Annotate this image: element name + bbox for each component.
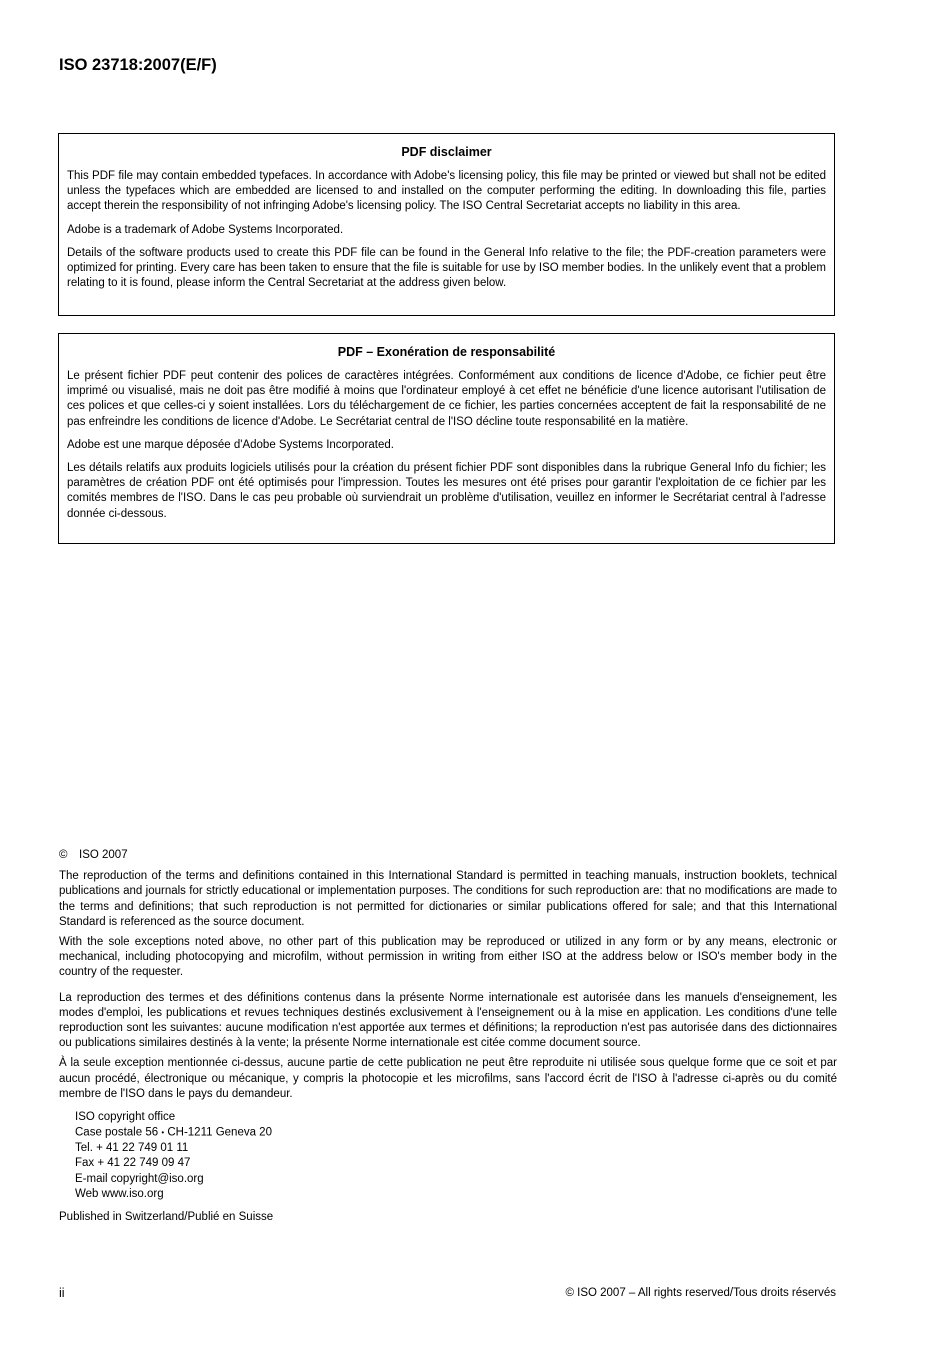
pdf-exoneration-box [58,333,835,544]
address-email: E-mail copyright@iso.org [75,1172,204,1185]
pdf-disclaimer-paragraph: Details of the software products used to create this PDF file can be found in the General Info relative to the file; the PDF-creation parameters were optimized for printing. Every care has been taken to ensure that the file is suitable for use by ISO member bodies. In the unlikely event that a problem relating to it is found, please inform the Central Secretariat at the address given below. [67,246,826,290]
pdf-disclaimer-paragraph: Adobe is a trademark of Adobe Systems Incorporated. [67,223,344,236]
copyright-paragraph: The reproduction of the terms and definitions contained in this International Standard is permitted in teaching manuals, instruction booklets, technical publications and journals for strictly educational or implementation purposes. The conditions for such reproduction are: that no modifications are made to the terms and definitions; that such reproduction is not permitted for dictionaries or similar publications offered for sale; and that this International Standard is referenced as the source document. [59,870,837,928]
pdf-exoneration-title: PDF – Exonération de responsabilité [337,345,556,359]
footer-rights: © ISO 2007 – All rights reserved/Tous droits réservés [565,1287,836,1299]
address-fax: Fax + 41 22 749 09 47 [75,1157,191,1170]
pdf-disclaimer-paragraph: This PDF file may contain embedded typefaces. In accordance with Adobe's licensing policy, this file may be printed or viewed but shall not be edited unless the typefaces which are embedded are licensed to and installed on the computer performing the editing. In downloading this file, parties accept therein the responsibility of not infringing Adobe's licensing policy. The ISO Central Secretariat accepts no liability in this area. [67,170,826,213]
copyright-paragraph: With the sole exceptions noted above, no other part of this publication may be reproduced or utilized in any form or by any means, electronic or mechanical, including photocopying and microfilm, without permission in writing from either ISO at the address below or ISO's member body in the country of the requester. [59,936,837,979]
document-id: ISO 23718:2007(E/F) [59,56,217,74]
address-office: ISO copyright office [75,1111,176,1124]
page-number: ii [59,1286,65,1300]
pdf-disclaimer-title: PDF disclaimer [401,145,492,159]
copyright-symbol: © [59,849,68,861]
address-postal: Case postale 56 • CH-1211 Geneva 20 [75,1126,272,1139]
copyright-section [59,848,837,1230]
iso-address [75,1110,837,1202]
pdf-exoneration-paragraph: Les détails relatifs aux produits logiciels utilisés pour la création du présent fichier PDF sont disponibles dans la rubrique General Info du fichier; les paramètres de création PDF ont été optimisés pour l'impression. Toutes les mesures ont été prises pour garantir l'exploitation de ce fichier par les comités membres de l'ISO. Dans le cas peu probable où surviendrait un problème d'utilisation, veuillez en informer le Secrétariat central à l'adresse donnée ci-dessous. [67,462,826,520]
address-web: Web www.iso.org [75,1187,164,1200]
published-in: Published in Switzerland/Publié en Suisse [59,1210,274,1223]
pdf-exoneration-paragraph: Adobe est une marque déposée d'Adobe Systems Incorporated. [67,438,394,451]
pdf-disclaimer-box [58,133,835,316]
address-tel: Tel. + 41 22 749 01 11 [75,1142,189,1155]
bullet-icon: • [161,1128,165,1138]
pdf-exoneration-paragraph: Le présent fichier PDF peut contenir des polices de caractères intégrées. Conformément aux conditions de licence d'Adobe, ce fichier peut être imprimé ou visualisé, mais ne doit pas être modifié à moins que l'ordinateur employé à cet effet ne bénéficie d'une licence autorisant l'utilisation de ces polices et que celles-ci y soient installées. Lors du téléchargement de ce fichier, les parties concernées acceptent de fait la responsabilité de ne pas enfreindre les conditions de licence d'Adobe. Le Secrétariat central de l'ISO décline toute responsabilité en la matière. [67,370,826,428]
copyright-year: ISO 2007 [79,849,128,861]
copyright-paragraph: À la seule exception mentionnée ci-dessus, aucune partie de cette publication ne peut être reproduite ni utilisée sous quelque forme que ce soit et par aucun procédé, électronique ou mécanique, y compris la photocopie et les microfilms, sans l'accord écrit de l'ISO à l'adresse ci-après ou du comité membre de l'ISO dans le pays du demandeur. [59,1057,837,1100]
copyright-paragraph: La reproduction des termes et des définitions contenus dans la présente Norme internationale est autorisée dans les manuels d'enseignement, les modes d'emploi, les publications et revues techniques destinés exclusivement à l'enseignement ou à la mise en application. Les conditions d'une telle reproduction sont les suivantes: aucune modification n'est apportée aux termes et définitions; la reproduction n'est pas autorisée dans des dictionnaires ou publications similaires destinés à la vente; la présente Norme internationale est citée comme document source. [59,991,837,1050]
copyright-notice [59,848,837,863]
